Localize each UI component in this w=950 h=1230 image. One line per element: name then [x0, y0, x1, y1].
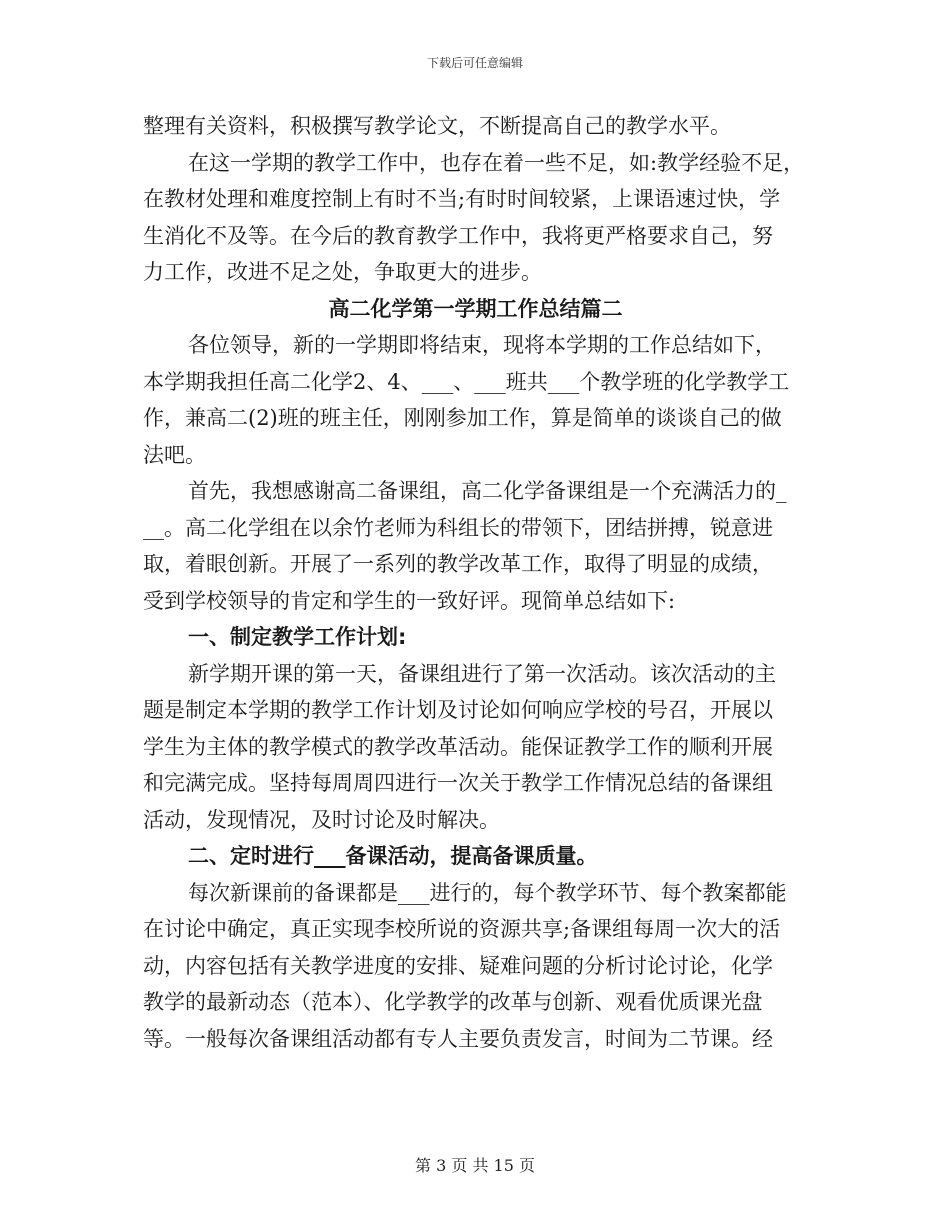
paragraph-line: 本学期我担任高二化学2、4、___、___班共___个教学班的化学教学工: [143, 369, 790, 394]
paragraph-line: 新学期开课的第一天，备课组进行了第一次活动。该次活动的主: [188, 661, 776, 686]
paragraph-line: 在这一学期的教学工作中，也存在着一些不足，如:教学经验不足，: [188, 150, 805, 175]
page-header: 下载后可任意编辑: [426, 56, 523, 70]
paragraph-line: 等。一般每次备课组活动都有专人主要负责发言，时间为二节课。经: [143, 1026, 773, 1051]
section-heading: 一、制定教学工作计划:: [188, 625, 407, 649]
paragraph-line: 受到学校领导的肯定和学生的一致好评。现简单总结如下:: [143, 588, 676, 613]
paragraph-line: 在教材处理和难度控制上有时不当;有时时间较紧，上课语速过快，学: [143, 187, 781, 211]
paragraph-line: 首先，我想感谢高二备课组，高二化学备课组是一个充满活力的_: [188, 479, 787, 503]
paragraph-line: 学生为主体的教学模式的教学改革活动。能保证教学工作的顺利开展: [143, 734, 773, 759]
paragraph-line: 教学的最新动态（范本）、化学教学的改革与创新、观看优质课光盘: [143, 990, 763, 1014]
paragraph-line: 在讨论中确定，真正实现李校所说的资源共享;备课组每周一次大的活: [143, 917, 781, 941]
paragraph-line: 每次新课前的备课都是___进行的，每个教学环节、每个教案都能: [188, 880, 787, 905]
paragraph-line: __。高二化学组在以余竹老师为科组长的带领下，团结拼搏，锐意进: [143, 515, 773, 540]
paragraph-line: 法吧。: [143, 442, 206, 467]
section-heading: 二、定时进行___备课活动，提高备课质量。: [188, 844, 598, 868]
paragraph-line: 整理有关资料，积极撰写教学论文，不断提高自己的教学水平。: [143, 114, 731, 138]
paragraph-line: 活动，发现情况，及时讨论及时解决。: [143, 807, 500, 832]
paragraph-line: 动，内容包括有关教学进度的安排、疑难问题的分析讨论讨论，化学: [143, 953, 773, 978]
document-body: [143, 108, 808, 1057]
section-title: 高二化学第一学期工作总结篇二: [328, 296, 623, 321]
page-footer: 第 3 页 共 15 页: [415, 1156, 535, 1175]
paragraph-line: 作，兼高二(2)班的班主任，刚刚参加工作，算是简单的谈谈自己的做: [143, 406, 782, 430]
paragraph-line: 和完满完成。坚持每周周四进行一次关于教学工作情况总结的备课组: [143, 771, 773, 795]
paragraph-line: 生消化不及等。在今后的教育教学工作中，我将更严格要求自己，努: [143, 223, 773, 248]
paragraph-line: 题是制定本学期的教学工作计划及讨论如何响应学校的号召，开展以: [143, 698, 773, 722]
paragraph-line: 各位领导，新的一学期即将结束，现将本学期的工作总结如下，: [188, 333, 776, 357]
paragraph-line: 取，着眼创新。开展了一系列的教学改革工作，取得了明显的成绩，: [143, 552, 773, 576]
paragraph-line: 力工作，改进不足之处，争取更大的进步。: [143, 260, 542, 284]
